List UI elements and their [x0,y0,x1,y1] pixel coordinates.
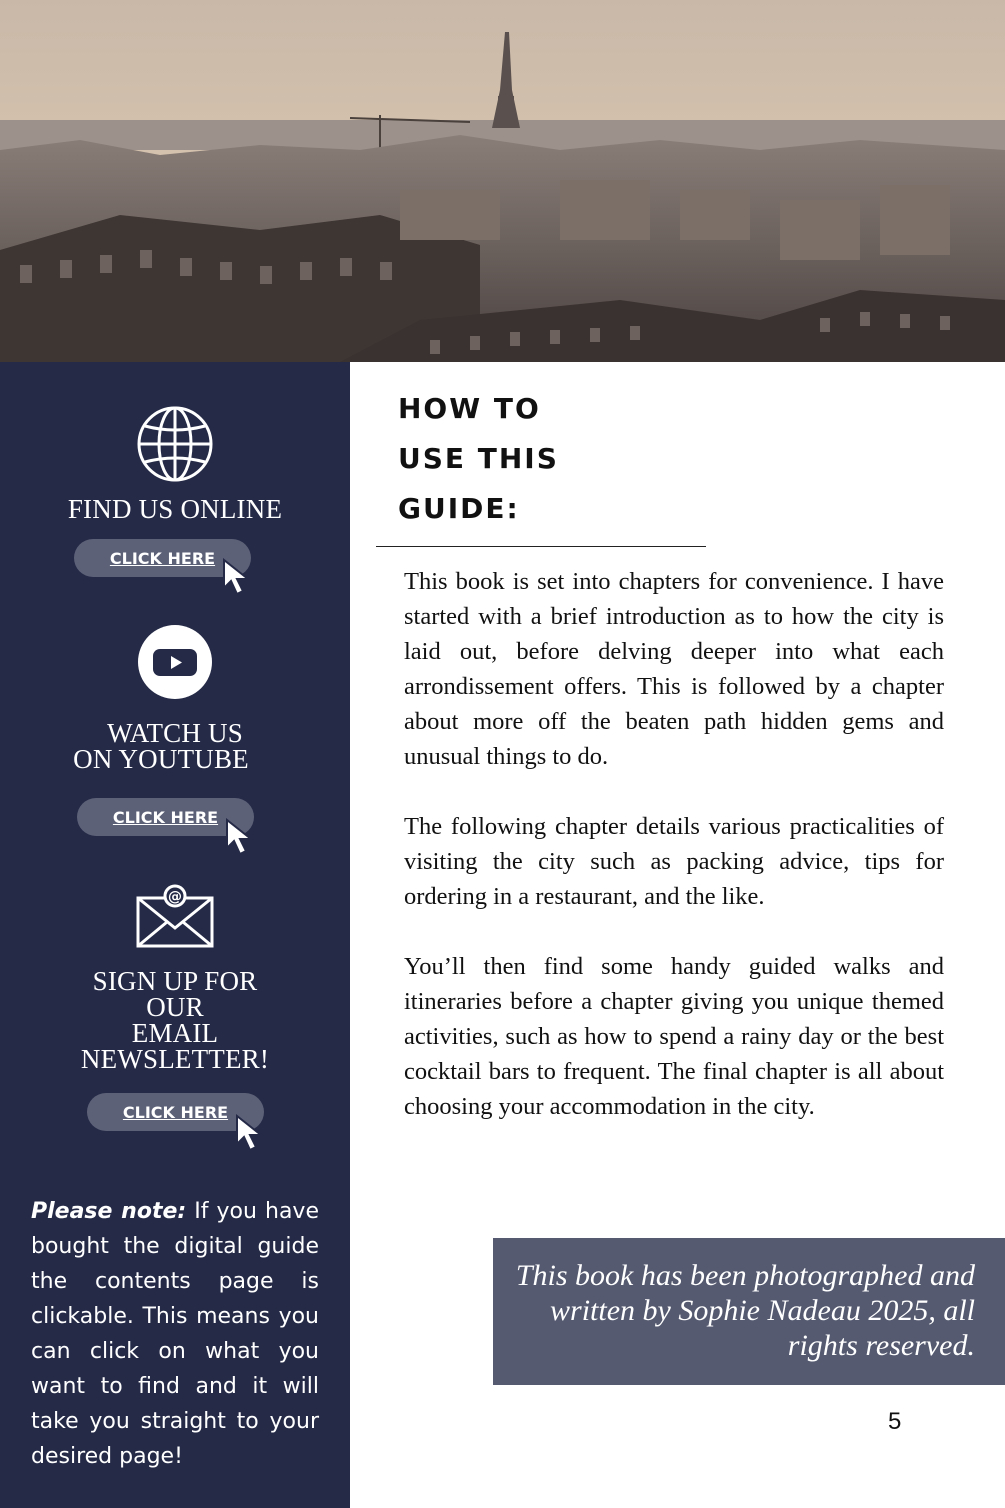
newsletter-heading-line1: SIGN UP FOR [92,966,258,996]
globe-icon-wrap [0,404,350,484]
find-us-online-heading: FIND US ONLINE [67,494,283,524]
please-note-text [31,1194,319,1474]
svg-text:@: @ [168,889,182,905]
youtube-heading-line2: ON YOUTUBE [73,744,249,774]
credit-text: This book has been photographed and written by Sophie Nadeau 2025, all rights reserved. [515,1259,975,1362]
youtube-icon [137,624,213,700]
sidebar [0,362,350,1508]
newsletter-heading-line3: EMAIL [131,1018,219,1048]
paragraph-2: The following chapter details various practicalities of visiting the city such as packing advice, tips for ordering in a restaurant, and the like. [404,813,944,910]
page-title [398,384,559,534]
page-title-line3: GUIDE: [398,492,520,525]
page-number: 5 [888,1408,902,1435]
hero-photo [0,0,1005,362]
email-icon-wrap [0,882,350,950]
paragraph-1: This book is set into chapters for convenience. I have started with a brief introduction as to how the city is laid out, before delving deeper into what each arrondissement offers. This is followed by a chapter about more off the beaten path hidden gems and unusual things to do. [404,568,944,770]
find-us-online-button-label: CLICK HERE [109,548,216,568]
cursor-icon [225,818,255,856]
newsletter-button-label: CLICK HERE [122,1102,229,1122]
please-note-label: Please note: [31,1199,187,1224]
youtube-heading-line1: WATCH US [107,718,243,748]
body-text [404,564,944,1159]
newsletter-heading-line2: OUR [146,992,204,1022]
please-note-body: If you have bought the digital guide the contents page is clickable. This means you can click on what you want to find and it will take you straight to your desired page! [31,1199,319,1469]
title-divider [376,546,706,547]
credit-box [493,1238,1005,1385]
page-title-line1: HOW TO [398,392,541,425]
paragraph-3: You’ll then find some handy guided walks and itineraries before a chapter giving you unique themed activities, such as how to spend a rainy day or the best cocktail bars to frequent. The final chapter is all about choosing your accommodation in the city. [404,953,944,1120]
newsletter-heading-line4: NEWSLETTER! [80,1044,270,1074]
cursor-icon [222,558,252,596]
globe-icon [135,404,215,484]
youtube-button-label: CLICK HERE [112,807,219,827]
email-icon [135,882,215,950]
page-title-line2: USE THIS [398,442,559,475]
youtube-icon-wrap [0,624,350,700]
cursor-icon [235,1114,265,1152]
